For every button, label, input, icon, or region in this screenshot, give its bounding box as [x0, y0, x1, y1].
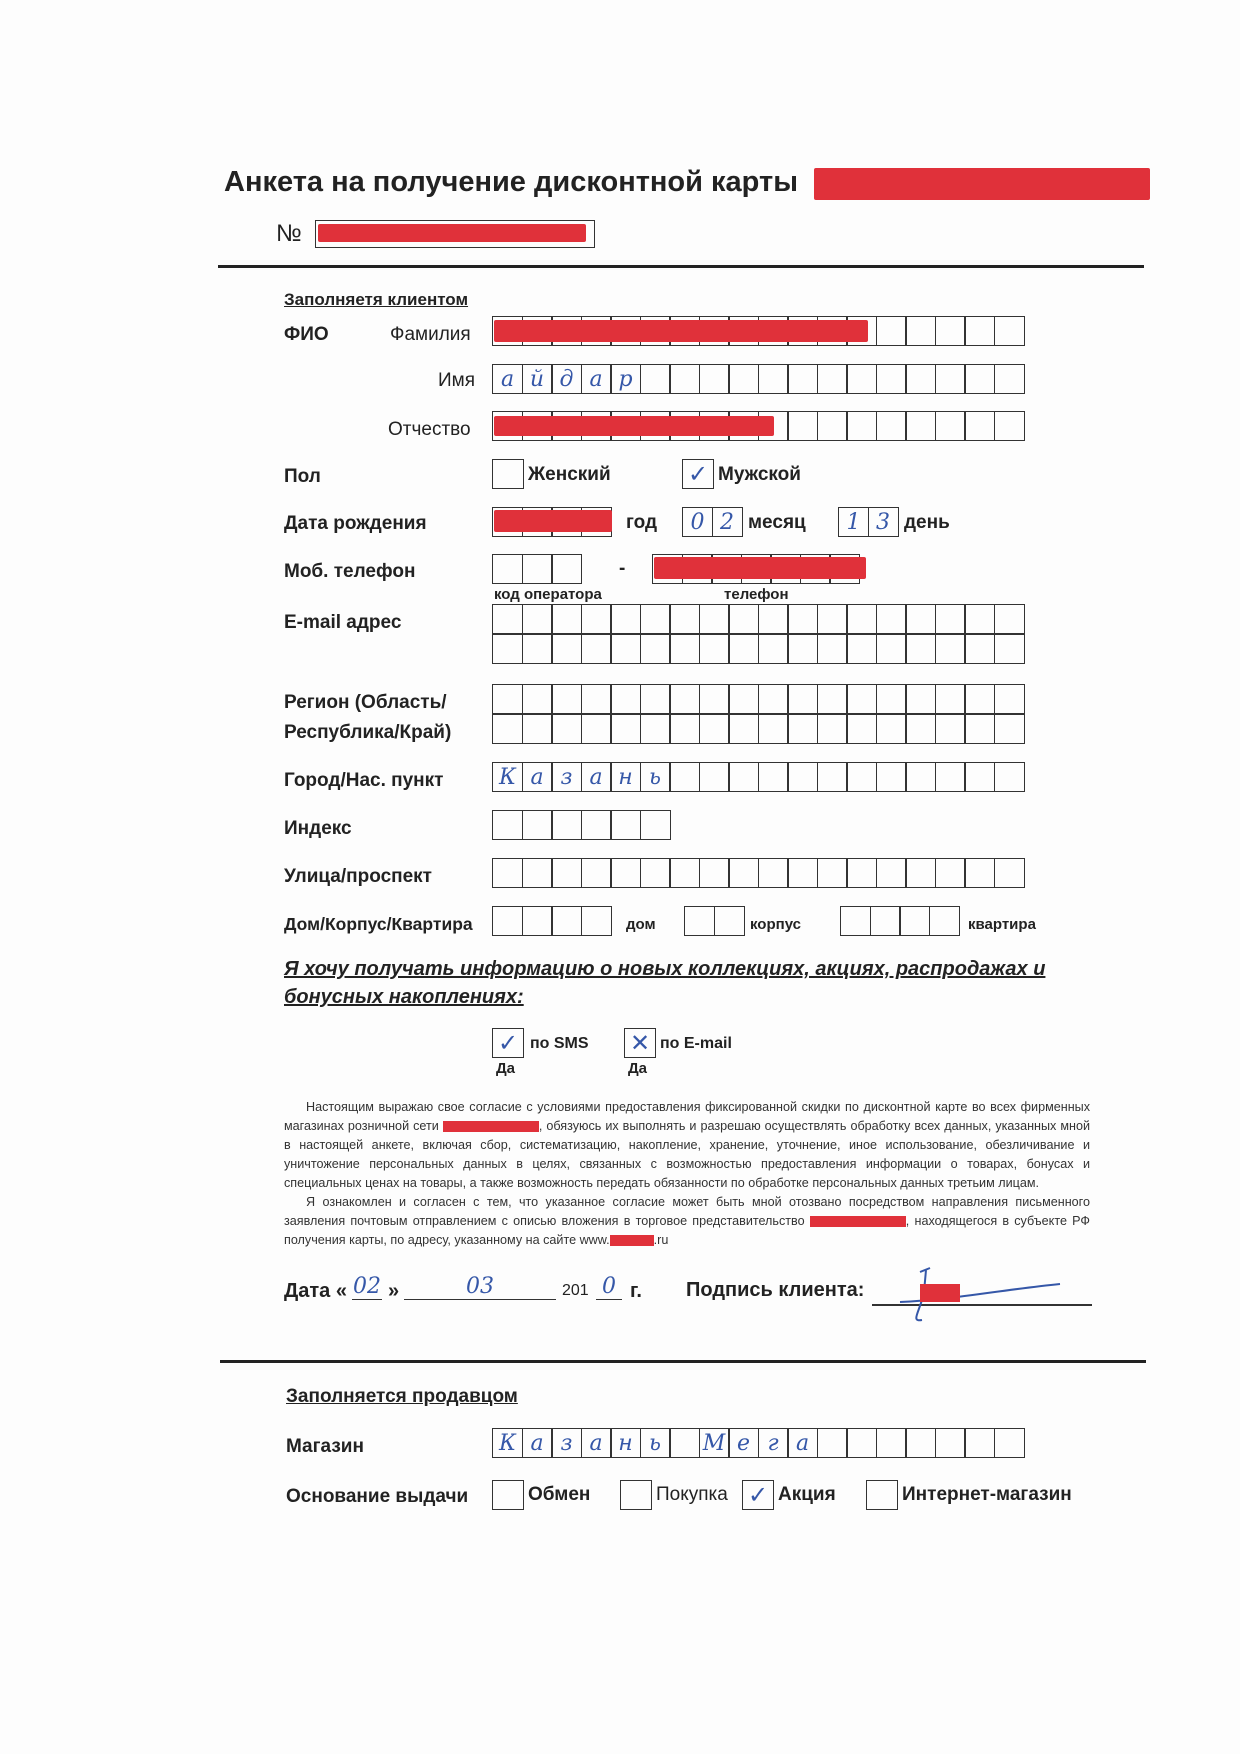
char-cell[interactable]	[787, 364, 818, 394]
char-cell[interactable]	[492, 906, 523, 936]
char-cell[interactable]	[994, 364, 1025, 394]
char-cell[interactable]	[669, 1428, 700, 1458]
client-section-header: Заполняетя клиентом	[284, 290, 469, 309]
char-cell[interactable]	[964, 714, 995, 744]
reason-online-checkbox[interactable]	[866, 1480, 898, 1510]
subscribe-text-line-1: Я хочу получать информацию о новых коллекциях, акциях, распродажах и	[284, 958, 1046, 980]
sms-checkbox[interactable]: ✓	[492, 1028, 524, 1058]
char-cell[interactable]	[964, 411, 995, 441]
email-checkbox[interactable]: ✕	[624, 1028, 656, 1058]
char-cell[interactable]	[581, 714, 612, 744]
name-label: Имя	[438, 370, 476, 391]
char-cell[interactable]	[905, 634, 936, 664]
consent-paragraph-1	[284, 1098, 1090, 1193]
reason-promo-checkbox[interactable]: ✓	[742, 1480, 774, 1510]
char-cell[interactable]	[817, 411, 848, 441]
char-cell[interactable]: а	[492, 364, 523, 394]
char-cell[interactable]	[876, 762, 907, 792]
building-field[interactable]	[684, 906, 743, 936]
char-cell[interactable]	[964, 858, 995, 888]
seller-section-header: Заполняется продавцом	[286, 1386, 518, 1407]
region-label-line-1: Регион (Область/	[284, 692, 447, 713]
char-cell[interactable]	[728, 634, 759, 664]
char-cell[interactable]	[728, 858, 759, 888]
char-cell[interactable]	[610, 634, 641, 664]
region-field-row-2[interactable]	[492, 714, 1023, 744]
char-cell[interactable]: г	[758, 1428, 789, 1458]
char-cell[interactable]	[935, 364, 966, 394]
char-cell[interactable]	[699, 604, 730, 634]
char-cell[interactable]	[787, 858, 818, 888]
patronymic-label: Отчество	[388, 419, 471, 440]
char-cell[interactable]	[522, 634, 553, 664]
reason-purchase-label: Покупка	[656, 1484, 728, 1505]
char-cell[interactable]	[817, 762, 848, 792]
char-cell[interactable]	[994, 604, 1025, 634]
month-label: месяц	[748, 512, 806, 533]
signature-mark	[880, 1262, 1080, 1332]
char-cell[interactable]	[787, 604, 818, 634]
date-month[interactable]: 03	[404, 1274, 556, 1300]
char-cell[interactable]	[669, 634, 700, 664]
char-cell[interactable]	[551, 810, 582, 840]
char-cell[interactable]	[522, 906, 553, 936]
region-field-row-1[interactable]	[492, 684, 1023, 714]
region-label-line-2: Республика/Край)	[284, 722, 452, 743]
house-sub-label: дом	[626, 916, 656, 933]
char-cell[interactable]	[728, 604, 759, 634]
char-cell[interactable]	[758, 634, 789, 664]
name-field[interactable]	[492, 364, 1023, 394]
date-label-start: Дата «	[284, 1280, 347, 1302]
redacted-number	[318, 224, 586, 242]
char-cell[interactable]	[758, 364, 789, 394]
email-field-row-1[interactable]	[492, 604, 1023, 634]
char-cell[interactable]	[964, 634, 995, 664]
char-cell[interactable]	[876, 364, 907, 394]
char-cell[interactable]	[876, 714, 907, 744]
day-label: день	[904, 512, 950, 533]
city-label: Город/Нас. пункт	[284, 770, 444, 791]
char-cell[interactable]	[551, 554, 582, 584]
char-cell[interactable]: 1	[838, 507, 869, 537]
char-cell[interactable]	[876, 316, 907, 346]
char-cell[interactable]	[581, 604, 612, 634]
phone-sub-label: телефон	[724, 586, 789, 603]
index-label: Индекс	[284, 818, 352, 839]
char-cell[interactable]	[817, 634, 848, 664]
char-cell[interactable]	[758, 714, 789, 744]
email-label: E-mail адрес	[284, 612, 402, 633]
char-cell[interactable]	[610, 858, 641, 888]
reason-online-label: Интернет-магазин	[902, 1484, 1072, 1505]
redacted-brand-inline	[443, 1121, 539, 1132]
char-cell[interactable]	[758, 604, 789, 634]
char-cell[interactable]	[846, 411, 877, 441]
year-label: год	[626, 512, 658, 533]
char-cell[interactable]	[551, 684, 582, 714]
char-cell[interactable]	[669, 604, 700, 634]
char-cell[interactable]	[994, 684, 1025, 714]
char-cell[interactable]: н	[610, 762, 641, 792]
char-cell[interactable]	[492, 604, 523, 634]
sms-yes-label: Да	[496, 1060, 516, 1077]
char-cell[interactable]	[699, 684, 730, 714]
char-cell[interactable]	[817, 364, 848, 394]
char-cell[interactable]	[551, 604, 582, 634]
reason-purchase-checkbox[interactable]	[620, 1480, 652, 1510]
redacted-patronymic	[494, 416, 774, 436]
char-cell[interactable]	[669, 762, 700, 792]
char-cell[interactable]	[905, 858, 936, 888]
char-cell[interactable]: 3	[868, 507, 899, 537]
char-cell[interactable]	[994, 858, 1025, 888]
char-cell[interactable]	[581, 810, 612, 840]
char-cell[interactable]	[876, 411, 907, 441]
index-field[interactable]	[492, 810, 669, 840]
redacted-birth-year	[494, 510, 612, 532]
number-label: №	[276, 220, 302, 247]
char-cell[interactable]	[699, 634, 730, 664]
char-cell[interactable]: р	[610, 364, 641, 394]
char-cell[interactable]	[905, 684, 936, 714]
char-cell[interactable]	[787, 411, 818, 441]
char-cell[interactable]	[964, 684, 995, 714]
phone-label: Моб. телефон	[284, 561, 416, 582]
char-cell[interactable]: а	[581, 762, 612, 792]
char-cell[interactable]	[522, 858, 553, 888]
char-cell[interactable]	[640, 684, 671, 714]
birth-label: Дата рождения	[284, 513, 427, 534]
apartment-sub-label: квартира	[968, 916, 1036, 933]
char-cell[interactable]	[817, 604, 848, 634]
building-sub-label: корпус	[750, 916, 802, 933]
birth-day-field[interactable]	[838, 507, 897, 537]
redacted-brand	[814, 168, 1150, 200]
char-cell[interactable]	[994, 634, 1025, 664]
char-cell[interactable]	[876, 858, 907, 888]
char-cell[interactable]	[669, 364, 700, 394]
char-cell[interactable]	[492, 634, 523, 664]
char-cell[interactable]	[551, 906, 582, 936]
char-cell[interactable]: а	[522, 1428, 553, 1458]
operator-code-label: код оператора	[494, 586, 602, 603]
char-cell[interactable]	[905, 714, 936, 744]
char-cell[interactable]	[522, 554, 553, 584]
char-cell[interactable]: н	[610, 1428, 641, 1458]
char-cell[interactable]	[817, 714, 848, 744]
char-cell[interactable]	[817, 858, 848, 888]
char-cell[interactable]: М	[699, 1428, 730, 1458]
consent-p2-start: Я ознакомлен и согласен с тем, что указанное согласие может быть мной отозвано посредством направления письменного заявления почтовым отправлением с описью вложения в торговое представительство	[284, 1195, 1090, 1228]
char-cell[interactable]	[787, 762, 818, 792]
char-cell[interactable]	[551, 858, 582, 888]
date-day[interactable]: 02	[353, 1274, 381, 1299]
char-cell[interactable]	[610, 810, 641, 840]
char-cell[interactable]: а	[522, 762, 553, 792]
fio-label: ФИО	[284, 324, 329, 345]
char-cell[interactable]: а	[581, 364, 612, 394]
char-cell[interactable]	[846, 1428, 877, 1458]
char-cell[interactable]	[581, 634, 612, 664]
date-label-mid: »	[388, 1280, 400, 1302]
email-sub-label: по E-mail	[660, 1035, 732, 1052]
char-cell[interactable]	[758, 858, 789, 888]
char-cell[interactable]	[581, 684, 612, 714]
char-cell[interactable]	[846, 634, 877, 664]
char-cell[interactable]	[758, 684, 789, 714]
char-cell[interactable]: а	[581, 1428, 612, 1458]
char-cell[interactable]: е	[728, 1428, 759, 1458]
consent-p1-start: Настоящим выражаю свое согласие с условиями предоставления фиксированной скидки по дисконтной карте во всех фирменных магазинах розничной сети	[284, 1100, 1090, 1133]
char-cell[interactable]	[935, 634, 966, 664]
store-label: Магазин	[286, 1436, 364, 1457]
char-cell[interactable]	[964, 364, 995, 394]
date-year-digit[interactable]: 0	[596, 1274, 622, 1300]
char-cell[interactable]	[522, 684, 553, 714]
char-cell[interactable]	[758, 762, 789, 792]
char-cell[interactable]	[935, 684, 966, 714]
birth-month-field[interactable]	[682, 507, 741, 537]
char-cell[interactable]: К	[492, 762, 523, 792]
char-cell[interactable]	[846, 762, 877, 792]
char-cell[interactable]: 2	[712, 507, 743, 537]
gender-male-label: Мужской	[718, 464, 801, 485]
char-cell[interactable]	[787, 634, 818, 664]
street-label: Улица/проспект	[284, 866, 432, 887]
char-cell[interactable]	[522, 714, 553, 744]
char-cell[interactable]	[640, 858, 671, 888]
top-divider	[218, 265, 1144, 268]
redacted-site	[610, 1235, 654, 1246]
reason-label: Основание выдачи	[286, 1486, 469, 1507]
char-cell[interactable]	[935, 604, 966, 634]
char-cell[interactable]: К	[492, 1428, 523, 1458]
char-cell[interactable]	[994, 762, 1025, 792]
char-cell[interactable]	[492, 684, 523, 714]
gender-female-label: Женский	[528, 464, 611, 485]
char-cell[interactable]	[870, 906, 901, 936]
consent-p2-end: .ru	[653, 1233, 669, 1247]
char-cell[interactable]	[846, 364, 877, 394]
char-cell[interactable]	[669, 858, 700, 888]
char-cell[interactable]	[846, 684, 877, 714]
char-cell[interactable]	[994, 1428, 1025, 1458]
consent-paragraph-2	[284, 1193, 1090, 1250]
char-cell[interactable]	[899, 906, 930, 936]
email-yes-label: Да	[628, 1060, 648, 1077]
char-cell[interactable]	[684, 906, 715, 936]
char-cell[interactable]	[640, 810, 671, 840]
gender-label: Пол	[284, 466, 321, 487]
reason-promo-label: Акция	[778, 1484, 836, 1505]
char-cell[interactable]	[935, 714, 966, 744]
email-field-row-2[interactable]	[492, 634, 1023, 664]
char-cell[interactable]	[669, 714, 700, 744]
char-cell[interactable]	[964, 762, 995, 792]
char-cell[interactable]	[935, 858, 966, 888]
char-cell[interactable]	[905, 364, 936, 394]
char-cell[interactable]: й	[522, 364, 553, 394]
char-cell[interactable]	[699, 858, 730, 888]
char-cell[interactable]	[905, 762, 936, 792]
char-cell[interactable]	[935, 762, 966, 792]
surname-label: Фамилия	[390, 324, 471, 345]
char-cell[interactable]	[728, 364, 759, 394]
char-cell[interactable]	[846, 714, 877, 744]
char-cell[interactable]	[728, 714, 759, 744]
char-cell[interactable]	[699, 762, 730, 792]
char-cell[interactable]	[905, 604, 936, 634]
char-cell[interactable]	[994, 316, 1025, 346]
phone-dash: -	[619, 558, 626, 579]
date-year-prefix: 201	[562, 1282, 589, 1299]
char-cell[interactable]	[994, 714, 1025, 744]
char-cell[interactable]	[905, 316, 936, 346]
char-cell[interactable]	[669, 684, 700, 714]
gender-male-checkbox[interactable]: ✓	[682, 459, 714, 489]
char-cell[interactable]	[581, 858, 612, 888]
char-cell[interactable]	[964, 1428, 995, 1458]
char-cell[interactable]	[876, 684, 907, 714]
char-cell[interactable]	[905, 1428, 936, 1458]
house-label: Дом/Корпус/Квартира	[284, 914, 473, 934]
char-cell[interactable]	[640, 634, 671, 664]
char-cell[interactable]	[817, 1428, 848, 1458]
reason-exchange-checkbox[interactable]	[492, 1480, 524, 1510]
char-cell[interactable]	[522, 810, 553, 840]
char-cell[interactable]	[699, 714, 730, 744]
char-cell[interactable]	[964, 604, 995, 634]
consent-text	[284, 1098, 1090, 1250]
char-cell[interactable]: з	[551, 1428, 582, 1458]
redacted-phone	[654, 557, 866, 579]
char-cell[interactable]	[728, 762, 759, 792]
char-cell[interactable]	[640, 714, 671, 744]
char-cell[interactable]	[551, 634, 582, 664]
city-field[interactable]	[492, 762, 1023, 792]
char-cell[interactable]	[492, 714, 523, 744]
char-cell[interactable]	[929, 906, 960, 936]
char-cell[interactable]	[610, 604, 641, 634]
reason-exchange-label: Обмен	[528, 1484, 591, 1505]
char-cell[interactable]	[492, 858, 523, 888]
char-cell[interactable]	[964, 316, 995, 346]
consent-p1-end: , обязуюсь их выполнять и разрешаю осуществлять обработку всех данных, указанных мной в настоящей анкете, включая сбор, систематизацию, накопление, хранение, уточнение, иное использование, обезличивание и уничтожение персональных данных в целях, связанных с возможностью предоставления информации о товарах, бонусах и специальных ценах на товары, а также возможность передать обязанности по обработке персональных данных третьим лицам.	[284, 1119, 1090, 1190]
char-cell[interactable]	[905, 411, 936, 441]
char-cell[interactable]	[876, 604, 907, 634]
char-cell[interactable]	[840, 906, 871, 936]
char-cell[interactable]	[846, 858, 877, 888]
char-cell[interactable]	[640, 364, 671, 394]
page-title: Анкета на получение дисконтной карты	[224, 166, 798, 198]
char-cell[interactable]	[876, 634, 907, 664]
char-cell[interactable]	[522, 604, 553, 634]
char-cell[interactable]	[935, 1428, 966, 1458]
char-cell[interactable]	[551, 714, 582, 744]
char-cell[interactable]	[846, 604, 877, 634]
char-cell[interactable]	[699, 364, 730, 394]
house-field[interactable]	[492, 906, 610, 936]
date-year-suffix: г.	[630, 1280, 642, 1302]
char-cell[interactable]: д	[551, 364, 582, 394]
store-field[interactable]	[492, 1428, 1023, 1458]
signature-label: Подпись клиента:	[686, 1279, 865, 1301]
char-cell[interactable]	[714, 906, 745, 936]
char-cell[interactable]	[728, 684, 759, 714]
char-cell[interactable]	[787, 684, 818, 714]
subscribe-text-line-2: бонусных накоплениях:	[284, 986, 524, 1008]
sms-label: по SMS	[530, 1035, 589, 1052]
char-cell[interactable]: ь	[640, 762, 671, 792]
char-cell[interactable]: а	[787, 1428, 818, 1458]
street-field[interactable]	[492, 858, 1023, 888]
char-cell[interactable]	[640, 604, 671, 634]
bottom-divider	[220, 1360, 1146, 1363]
char-cell[interactable]	[817, 684, 848, 714]
char-cell[interactable]	[994, 411, 1025, 441]
char-cell[interactable]	[876, 1428, 907, 1458]
char-cell[interactable]	[935, 411, 966, 441]
gender-female-checkbox[interactable]	[492, 459, 524, 489]
redacted-surname	[494, 320, 868, 342]
char-cell[interactable]	[787, 714, 818, 744]
operator-code-field[interactable]	[492, 554, 581, 584]
char-cell[interactable]	[935, 316, 966, 346]
apartment-field[interactable]	[840, 906, 958, 936]
char-cell[interactable]: 0	[682, 507, 713, 537]
char-cell[interactable]	[610, 684, 641, 714]
char-cell[interactable]: ь	[640, 1428, 671, 1458]
consent-p2-mid: , находящегося в субъекте РФ получения карты, по адресу, указанному на сайте www.	[284, 1214, 1090, 1247]
redacted-brand-inline-2	[810, 1216, 906, 1227]
char-cell[interactable]: з	[551, 762, 582, 792]
char-cell[interactable]	[581, 906, 612, 936]
char-cell[interactable]	[492, 554, 523, 584]
char-cell[interactable]	[492, 810, 523, 840]
char-cell[interactable]	[610, 714, 641, 744]
